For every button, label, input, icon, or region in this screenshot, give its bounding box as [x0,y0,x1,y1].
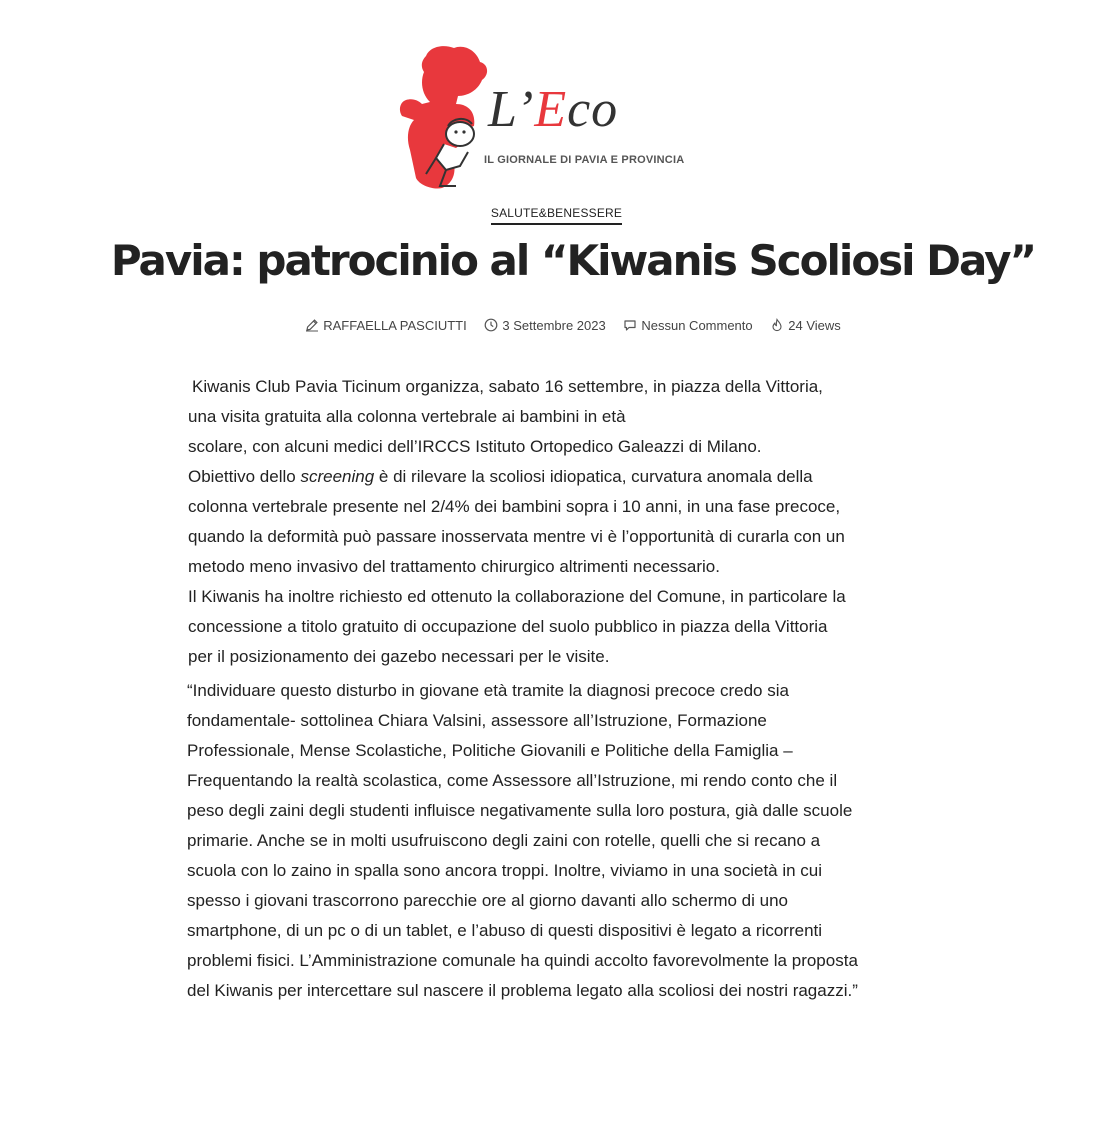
edit-icon [305,318,319,332]
fire-icon [770,318,784,332]
body-line: scolare, con alcuni medici dell’IRCCS Istituto Ortopedico Galeazzi di Milano. [188,437,762,456]
meta-author[interactable] [305,318,467,333]
body-line: per il posizionamento dei gazebo necessari per le visite. [188,647,610,666]
views-count: 24 Views [788,318,841,333]
article-meta [0,318,1113,333]
comments-link[interactable]: Nessun Commento [641,318,753,333]
body-line: concessione a titolo gratuito di occupazione del suolo pubblico in piazza della Vittoria [188,617,828,636]
quote-line: spesso i giovani trascorrono parecchie ore al giorno davanti allo schermo di uno [187,891,789,910]
quote-line: “Individuare questo disturbo in giovane età tramite la diagnosi precoce credo sia [187,681,789,700]
quote-line: peso degli zaini degli studenti influisce negativamente sulla loro postura, già dalle scuole [187,801,853,820]
site-logo[interactable] [396,40,686,195]
quote-line: problemi fisici. L’Amministrazione comunale ha quindi accolto favorevolmente la proposta [187,951,858,970]
category-label [0,204,1113,222]
body-line: metodo meno invasivo del trattamento chirurgico altrimenti necessario. [188,557,720,576]
quote-line: smartphone, di un pc o di un tablet, e l’abuso di questi dispositivi è legato a ricorrenti [187,921,823,940]
category-link[interactable]: SALUTE&BENESSERE [491,206,622,225]
body-line: quando la deformità può passare inosservata mentre vi è l’opportunità di curarla con un [188,527,845,546]
body-line: una visita gratuita alla colonna vertebrale ai bambini in età [188,407,626,426]
logo-wordmark: L’Eco [488,81,619,138]
quote-line: Frequentando la realtà scolastica, come Assessore all’Istruzione, mi rendo conto che il [187,771,838,790]
publish-date: 3 Settembre 2023 [502,318,606,333]
article-title: Pavia: patrocinio al “Kiwanis Scoliosi Day” [110,236,1036,285]
comment-icon [623,318,637,332]
quote-line: Professionale, Mense Scolastiche, Politiche Giovanili e Politiche della Famiglia – [187,741,793,760]
meta-date [484,318,605,333]
body-line: Il Kiwanis ha inoltre richiesto ed ottenuto la collaborazione del Comune, in particolare la [188,587,846,606]
body-line: colonna vertebrale presente nel 2/4% dei bambini sopra i 10 anni, in una fase precoce, [188,497,841,516]
clock-icon [484,318,498,332]
quote-line: scuola con lo zaino in spalla sono ancora troppi. Inoltre, viviamo in una società in cui [187,861,823,880]
quote-line: fondamentale- sottolinea Chiara Valsini, assessore all’Istruzione, Formazione [187,711,767,730]
quote-line: primarie. Anche se in molti usufruiscono degli zaini con rotelle, quelli che si recano a [187,831,821,850]
body-line: Obiettivo dello screening è di rilevare la scoliosi idiopatica, curvatura anomala della [188,467,813,486]
meta-comments[interactable] [623,318,752,333]
meta-views [770,318,841,333]
quote-line: del Kiwanis per intercettare sul nascere il problema legato alla scoliosi dei nostri ragazzi.” [187,981,858,1000]
author-name[interactable]: RAFFAELLA PASCIUTTI [323,318,467,333]
body-line: Kiwanis Club Pavia Ticinum organizza, sabato 16 settembre, in piazza della Vittoria, [192,377,823,396]
logo-tagline: IL GIORNALE DI PAVIA E PROVINCIA [484,154,685,166]
